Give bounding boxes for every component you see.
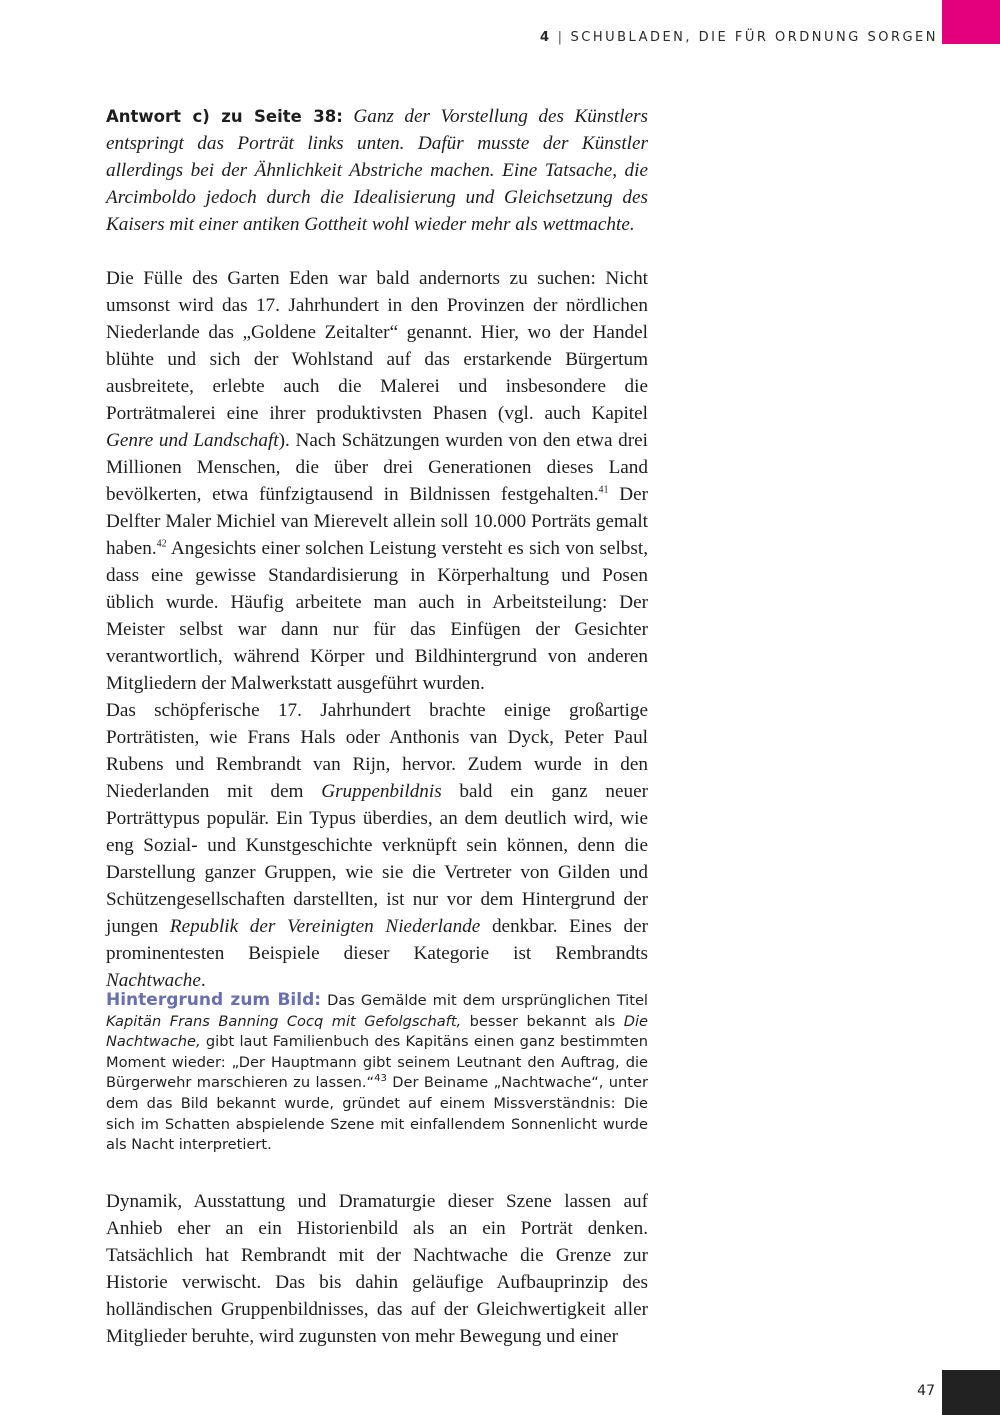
answer-label: Antwort c) zu Seite 38:: [106, 107, 343, 126]
gruppenbildnis-term: Gruppenbildnis: [321, 781, 442, 802]
answer-paragraph: [106, 103, 648, 238]
body-paragraph-1: Die Fülle des Garten Eden war bald andernorts zu suchen: Nicht umsonst wird das 17. Jahrhundert in den Provinzen der nördlichen Niederlande das „Goldene Zeitalter“ genannt. Hier, wo der Handel blühte und sich der Wohlstand auf das erstarkende Bürgertum ausbreitete, erlebte auch die Malerei und insbesondere die Porträtmalerei eine ihrer produktivsten Phasen (vgl. auch Kapitel Genre und Landschaft). Nach Schätzungen wurden von den etwa drei Millionen Menschen, die über drei Generationen dieses Land bevölkerten, etwa fünfzigtausend in Bildnissen festgehalten.$^{41}$ Der Delfter Maler Michiel van Mierevelt allein soll 10.000 Porträts gemalt haben.$^{42}$ Angesichts einer solchen Leistung versteht es sich von selbst, dass eine gewisse Standardisierung in Körperhaltung und Posen üblich wurde. Häufig arbeitete man auch in Arbeitsteilung: Der Meister selbst war dann nur für das Einfügen der Gesichter verantwortlich, während Körper und Bildhintergrund von anderen Mitgliedern der Malwerkstatt ausgeführt wurden.: [106, 268, 649, 694]
body-paragraph-3: Dynamik, Ausstattung und Dramaturgie dieser Szene lassen auf Anhieb eher an ein Historienbild als an ein Porträt denken. Tatsächlich hat Rembrandt mit der Nachtwache die Grenze zur Historie verwischt. Das bis dahin geläufige Aufbauprinzip des holländischen Gruppenbildnisses, das auf der Gleichwertigkeit aller Mitglieder beruhte, wird zugunsten von mehr Bewegung und einer: [106, 1191, 648, 1347]
genre-reference: Genre und Landschaft: [106, 430, 279, 451]
footnote-42: 42: [156, 538, 167, 550]
background-info-box: Hintergrund zum Bild: Das Gemälde mit dem ursprünglichen Titel Kapitän Frans Banning Cocq mit Gefolgschaft, besser bekannt als Die Nachtwache, gibt laut Familienbuch des Kapitäns einen ganz bestimmten Moment wieder: „Der Hauptmann gibt seinem Leutnant den Auftrag, die Bürgerwehr marschieren zu lassen.“$^{43}$ Der Beiname „Nachtwache“, unter dem das Bild bekannt wurde, gründet auf einem Missverständnis: Die sich im Schatten abspielende Szene mit einfallendem Sonnenlicht wurde als Nacht interpretiert.: [106, 990, 648, 1154]
chapter-title: SCHUBLADEN, DIE FÜR ORDNUNG SORGEN: [570, 30, 938, 45]
republik-term: Republik der Vereinigten Niederlande: [169, 916, 481, 937]
painting-title: Kapitän Frans Banning Cocq mit Gefolgschaft,: [106, 1012, 462, 1030]
body-paragraph-2: Das schöpferische 17. Jahrhundert brachte einige großartige Porträtisten, wie Frans Hals oder Anthonis van Dyck, Peter Paul Rubens und Rembrandt van Rijn, hervor. Zudem wurde in den Niederlanden mit dem Gruppenbildnis bald ein ganz neuer Porträttypus populär. Ein Typus überdies, an dem deutlich wird, wie eng Sozial- und Kunstgeschichte verknüpft sein können, denn die Darstellung ganzer Gruppen, wie sie die Vertreter von Gilden und Schützengesellschaften darstellten, ist nur vor dem Hintergrund der jungen Republik der Vereinigten Niederlande denkbar. Eines der prominentesten Beispiele dieser Kategorie ist Rembrandts Nachtwache.: [106, 700, 648, 991]
header-separator: |: [557, 30, 565, 45]
answer-block: [106, 103, 648, 238]
chapter-color-tab: [942, 0, 1000, 44]
nachtwache-term: Nachtwache: [106, 970, 201, 991]
page-number: 47: [917, 1383, 935, 1399]
chapter-number: 4: [540, 30, 552, 45]
answer-text: Ganz der Vorstellung des Künstlers entspringt das Porträt links unten. Dafür musste der Künstler allerdings bei der Ähnlichkeit Abstriche machen. Eine Tatsache, die Arcimboldo jedoch durch die Idealisierung und Gleichsetzung des Kaisers mit einer antiken Gottheit wohl wieder mehr als wettmachte.: [106, 106, 649, 235]
painting-alt-title: Die Nachtwache,: [106, 1012, 648, 1051]
background-label: Hintergrund zum Bild:: [106, 990, 322, 1010]
footnote-43: 43: [374, 1073, 387, 1085]
running-header: [540, 30, 938, 45]
page-corner-tab: [942, 1370, 1000, 1415]
footnote-41: 41: [598, 484, 609, 496]
